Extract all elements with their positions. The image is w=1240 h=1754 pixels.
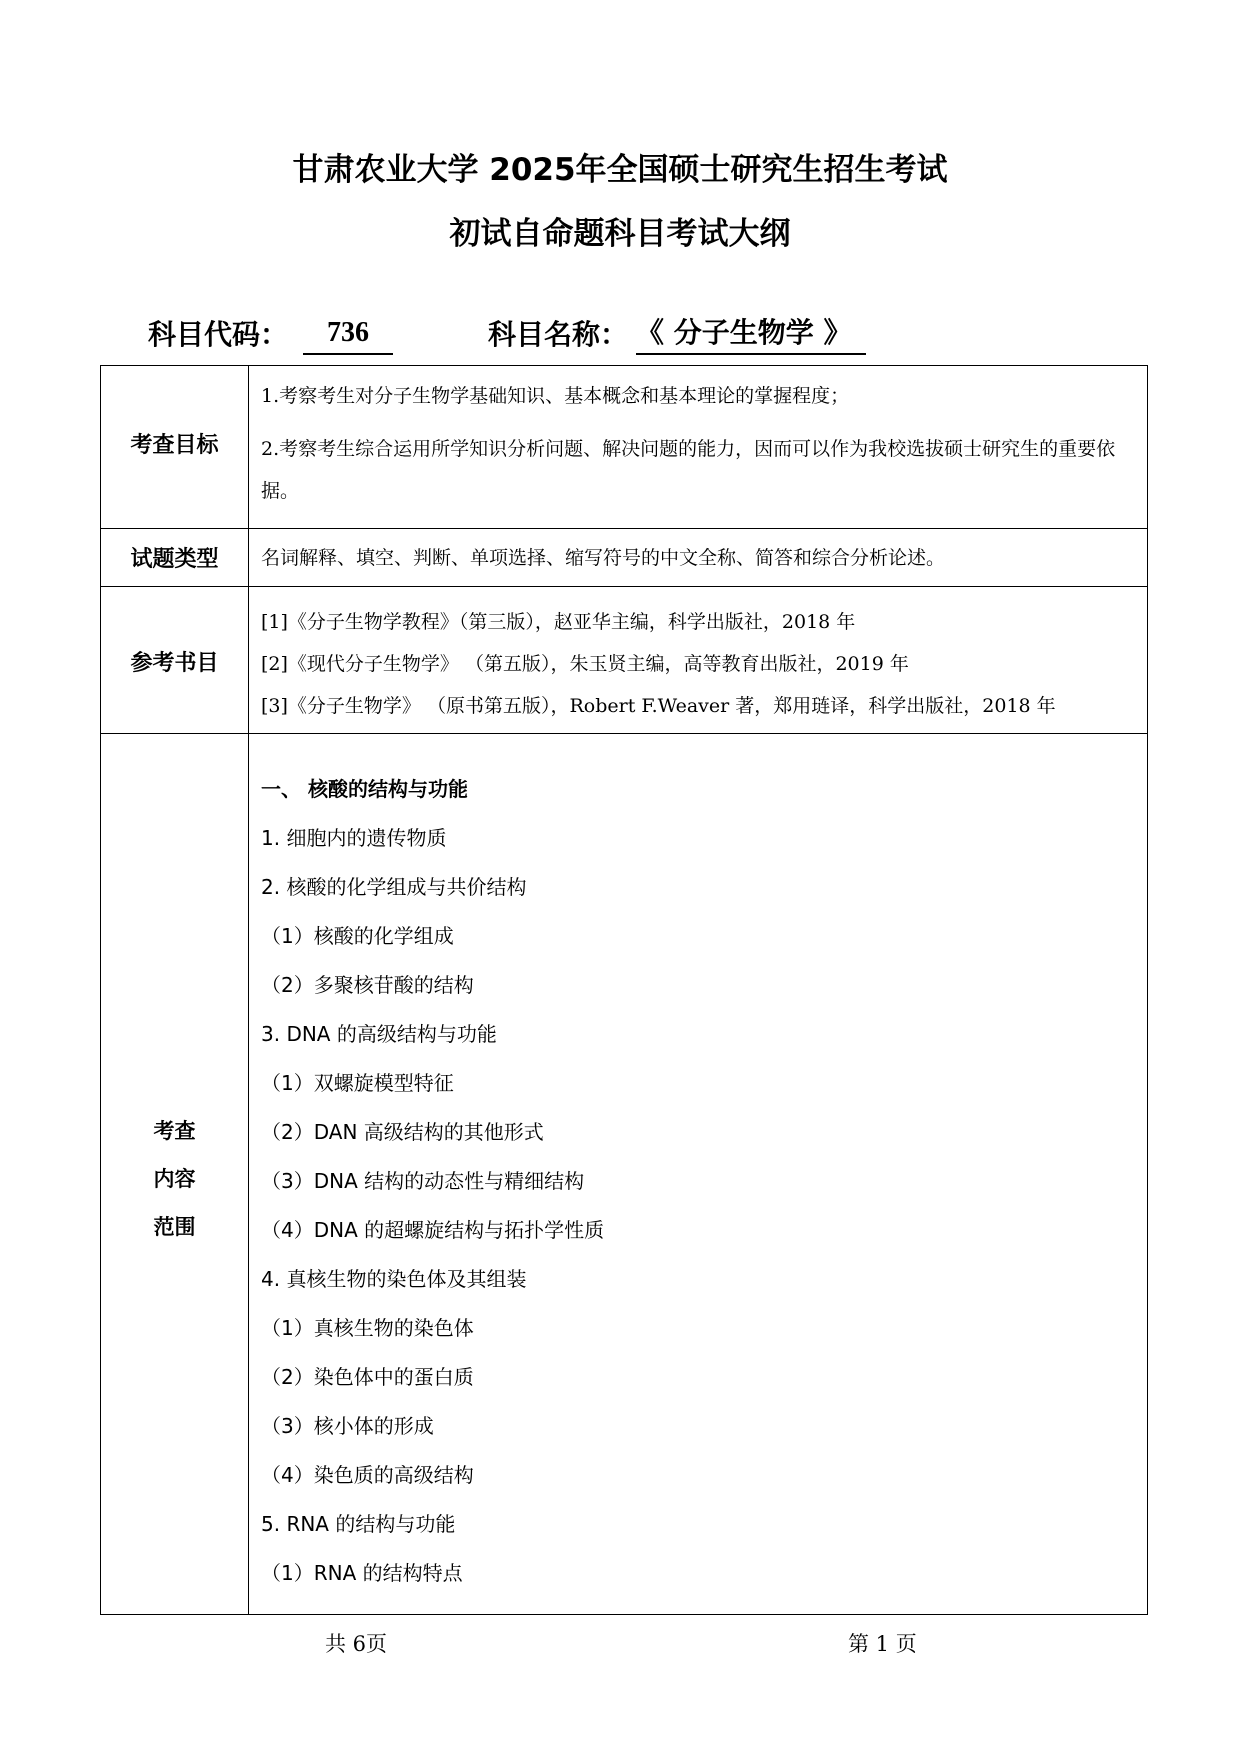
table-row-divider xyxy=(101,733,1147,734)
reference-item: [2]《现代分子生物学》 （第五版），朱玉贤主编，高等教育出版社，2019 年 xyxy=(261,653,909,675)
scope-item: （4）染色质的高级结构 xyxy=(261,1463,474,1487)
document-title: 甘肃农业大学 2025年全国硕士研究生招生考试 xyxy=(292,152,948,188)
scope-label xyxy=(101,1107,248,1251)
scope-item: 4. 真核生物的染色体及其组装 xyxy=(261,1267,527,1291)
table-row-divider xyxy=(101,586,1147,587)
document-subtitle: 初试自命题科目考试大纲 xyxy=(449,216,791,252)
scope-item: （1）双螺旋模型特征 xyxy=(261,1071,454,1095)
objective-label: 考查目标 xyxy=(130,433,219,458)
subject-code-value: 736 xyxy=(303,313,393,355)
syllabus-table xyxy=(100,365,1148,1615)
references-label: 参考书目 xyxy=(130,651,219,676)
scope-item: （4）DNA 的超螺旋结构与拓扑学性质 xyxy=(261,1218,605,1242)
question-types-text: 名词解释、填空、判断、单项选择、缩写符号的中文全称、简答和综合分析论述。 xyxy=(261,547,946,569)
page-number: 第 1 页 xyxy=(848,1632,917,1656)
scope-label-line: 考查 xyxy=(153,1119,196,1143)
scope-item: 5. RNA 的结构与功能 xyxy=(261,1512,456,1536)
scope-section-heading: 一、 核酸的结构与功能 xyxy=(261,777,468,801)
question-types-label: 试题类型 xyxy=(130,547,219,572)
scope-label-line: 范围 xyxy=(153,1215,196,1239)
objective-item: 1.考察考生对分子生物学基础知识、基本概念和基本理论的掌握程度； xyxy=(261,385,850,407)
scope-item: （1）核酸的化学组成 xyxy=(261,924,454,948)
scope-item: （3）核小体的形成 xyxy=(261,1414,434,1438)
scope-item: 3. DNA 的高级结构与功能 xyxy=(261,1022,497,1046)
subject-name-label: 科目名称： xyxy=(488,318,629,351)
scope-item: （2）染色体中的蛋白质 xyxy=(261,1365,474,1389)
scope-item: （3）DNA 结构的动态性与精细结构 xyxy=(261,1169,585,1193)
scope-item: （2）DAN 高级结构的其他形式 xyxy=(261,1120,544,1144)
scope-item: （1）RNA 的结构特点 xyxy=(261,1561,463,1585)
subject-name-value: 《 分子生物学 》 xyxy=(636,313,866,355)
scope-item: 1. 细胞内的遗传物质 xyxy=(261,826,447,850)
reference-item: [1]《分子生物学教程》（第三版），赵亚华主编，科学出版社，2018 年 xyxy=(261,611,856,633)
reference-item: [3]《分子生物学》 （原书第五版），Robert F.Weaver 著，郑用琏译，科学出版社，2018 年 xyxy=(261,695,1056,717)
scope-label-line: 内容 xyxy=(153,1167,196,1191)
objective-item: 2.考察考生综合运用所学知识分析问题、解决问题的能力，因而可以作为我校选拔硕士研究生的重要依据。 xyxy=(261,438,1116,502)
scope-item: （1）真核生物的染色体 xyxy=(261,1316,474,1340)
table-column-divider xyxy=(248,366,249,1614)
subject-code-label: 科目代码： xyxy=(148,318,289,351)
scope-item: （2）多聚核苷酸的结构 xyxy=(261,973,474,997)
total-pages: 共 6页 xyxy=(325,1632,388,1656)
table-row-divider xyxy=(101,528,1147,529)
scope-item: 2. 核酸的化学组成与共价结构 xyxy=(261,875,527,899)
